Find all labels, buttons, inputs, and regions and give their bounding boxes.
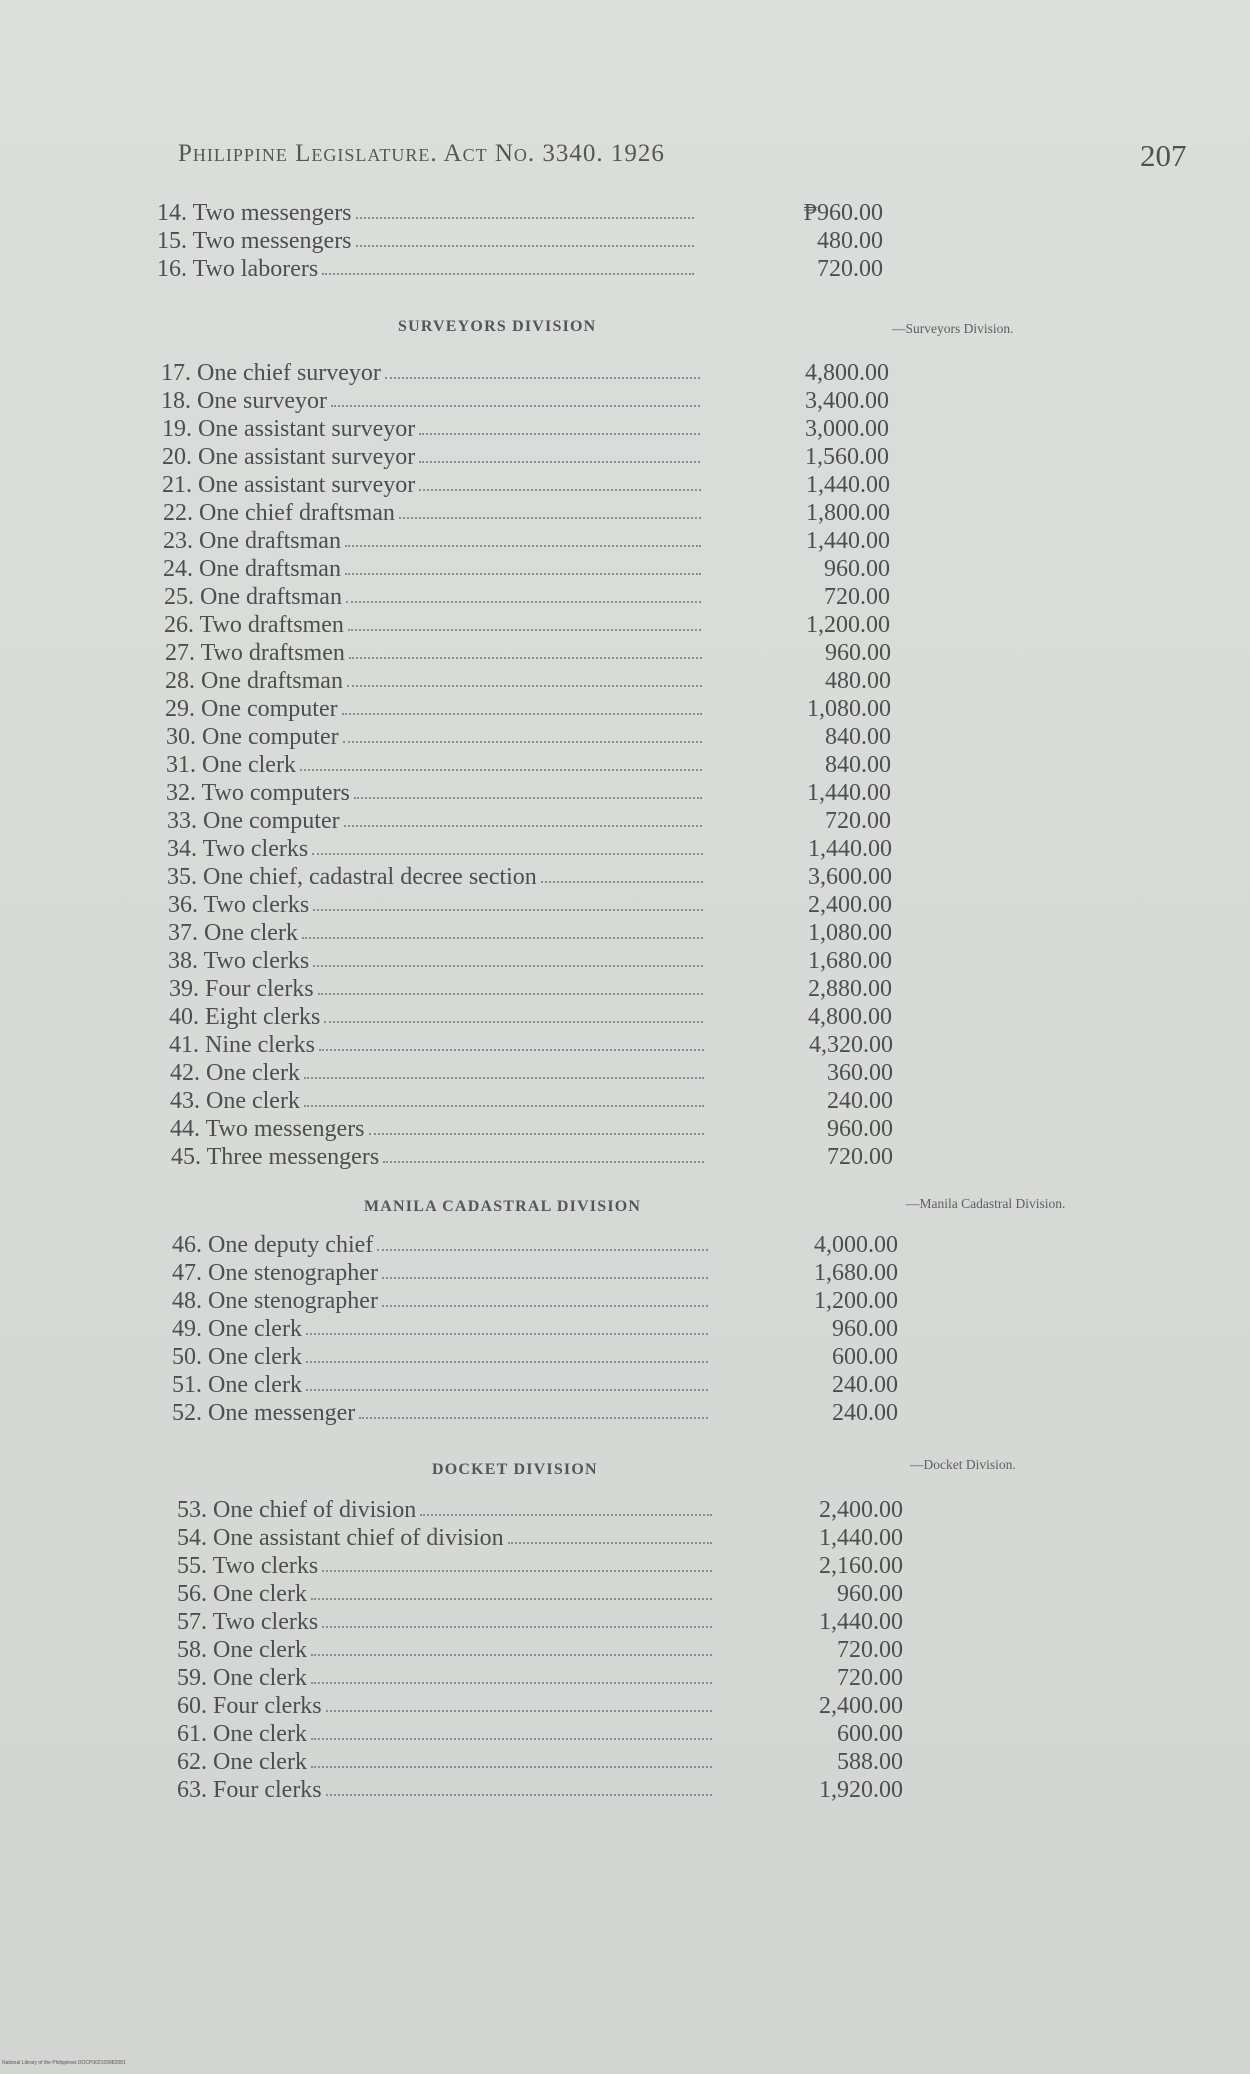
item-amount: ₱960.00 — [803, 200, 883, 226]
item-amount: 720.00 — [825, 808, 891, 834]
dot-leader — [311, 1598, 712, 1600]
list-item — [177, 1749, 903, 1777]
dot-leader — [322, 273, 694, 275]
list-item — [167, 836, 892, 864]
list-item — [177, 1637, 903, 1665]
list-item — [177, 1777, 903, 1805]
item-label: 30. One computer — [166, 724, 339, 750]
dot-leader — [541, 881, 703, 883]
list-item — [170, 1116, 893, 1144]
item-label: 37. One clerk — [168, 920, 298, 946]
dot-leader — [345, 545, 701, 547]
list-item — [169, 1032, 893, 1060]
dot-leader — [508, 1542, 712, 1544]
dot-leader — [354, 797, 702, 799]
item-label: 56. One clerk — [177, 1581, 307, 1607]
list-item — [162, 472, 890, 500]
item-amount: 1,080.00 — [808, 920, 892, 946]
item-label: 60. Four clerks — [177, 1693, 322, 1719]
item-label: 20. One assistant surveyor — [162, 444, 416, 470]
item-label: 49. One clerk — [172, 1316, 302, 1342]
item-amount: 1,680.00 — [808, 948, 892, 974]
list-item — [163, 500, 890, 528]
dot-leader — [399, 517, 701, 519]
item-label: 19. One assistant surveyor — [162, 416, 416, 442]
item-amount: 1,440.00 — [808, 836, 892, 862]
list-item — [168, 948, 892, 976]
dot-leader — [382, 1277, 708, 1279]
list-item — [157, 228, 883, 256]
item-label: 22. One chief draftsman — [163, 500, 395, 526]
item-label: 18. One surveyor — [161, 388, 327, 414]
item-label: 27. Two draftsmen — [165, 640, 345, 666]
item-label: 36. Two clerks — [168, 892, 310, 918]
item-label: 58. One clerk — [177, 1637, 307, 1663]
item-amount: 588.00 — [837, 1749, 903, 1775]
item-amount: 360.00 — [827, 1060, 893, 1086]
dot-leader — [313, 965, 703, 967]
list-item — [166, 724, 891, 752]
item-label: 38. Two clerks — [168, 948, 310, 974]
item-label: 45. Three messengers — [171, 1144, 380, 1170]
item-label: 17. One chief surveyor — [161, 360, 381, 386]
dot-leader — [383, 1161, 704, 1163]
item-label: 52. One messenger — [172, 1400, 356, 1426]
item-amount: 1,680.00 — [814, 1260, 898, 1286]
list-item — [166, 780, 891, 808]
item-label: 31. One clerk — [166, 752, 296, 778]
dot-leader — [322, 1626, 712, 1628]
item-amount: 600.00 — [837, 1721, 903, 1747]
item-label: 44. Two messengers — [170, 1116, 365, 1142]
item-amount: 1,080.00 — [807, 696, 891, 722]
dot-leader — [306, 1389, 708, 1391]
item-amount: 960.00 — [827, 1116, 893, 1142]
list-item — [168, 920, 892, 948]
running-head: Philippine Legislature. Act No. 3340. 1926 — [178, 140, 665, 167]
list-item — [162, 444, 889, 472]
item-label: 57. Two clerks — [177, 1609, 319, 1635]
dot-leader — [304, 1077, 704, 1079]
list-item — [165, 640, 891, 668]
list-item — [172, 1260, 898, 1288]
footer-credit: National Library of the Philippines DOCP002109982081 — [2, 2060, 126, 2066]
item-amount: 720.00 — [824, 584, 890, 610]
dot-leader — [347, 685, 702, 687]
dot-leader — [356, 217, 694, 219]
list-item — [177, 1581, 903, 1609]
item-amount: 1,200.00 — [806, 612, 890, 638]
list-item — [177, 1693, 903, 1721]
dot-leader — [326, 1710, 712, 1712]
item-amount: 720.00 — [827, 1144, 893, 1170]
dot-leader — [331, 405, 700, 407]
item-amount: 1,920.00 — [819, 1777, 903, 1803]
dot-leader — [318, 993, 703, 995]
item-amount: 480.00 — [825, 668, 891, 694]
item-label: 24. One draftsman — [163, 556, 341, 582]
list-item — [172, 1288, 898, 1316]
dot-leader — [377, 1249, 708, 1251]
item-amount: 480.00 — [817, 228, 883, 254]
item-label: 14. Two messengers — [157, 200, 352, 226]
dot-leader — [300, 769, 702, 771]
item-amount: 1,800.00 — [806, 500, 890, 526]
dot-leader — [382, 1305, 708, 1307]
item-label: 33. One computer — [167, 808, 340, 834]
list-item — [177, 1721, 903, 1749]
item-label: 34. Two clerks — [167, 836, 309, 862]
item-amount: 3,400.00 — [805, 388, 889, 414]
dot-leader — [348, 629, 701, 631]
dot-leader — [311, 1654, 712, 1656]
dot-leader — [306, 1333, 708, 1335]
item-amount: 960.00 — [825, 640, 891, 666]
list-item — [162, 416, 889, 444]
list-item — [169, 976, 892, 1004]
item-amount: 3,600.00 — [808, 864, 892, 890]
dot-leader — [342, 713, 702, 715]
item-amount: 1,200.00 — [814, 1288, 898, 1314]
item-amount: 1,440.00 — [806, 472, 890, 498]
item-label: 39. Four clerks — [169, 976, 314, 1002]
item-amount: 4,800.00 — [805, 360, 889, 386]
item-amount: 960.00 — [837, 1581, 903, 1607]
dot-leader — [302, 937, 703, 939]
list-item — [166, 752, 891, 780]
dot-leader — [324, 1021, 703, 1023]
list-item — [163, 556, 890, 584]
item-amount: 240.00 — [827, 1088, 893, 1114]
list-item — [172, 1232, 898, 1260]
item-label: 47. One stenographer — [172, 1260, 378, 1286]
list-item — [177, 1609, 903, 1637]
list-item — [164, 584, 890, 612]
list-item — [177, 1525, 903, 1553]
dot-leader — [419, 489, 701, 491]
section-title-manila: MANILA CADASTRAL DIVISION — [364, 1198, 642, 1215]
dot-leader — [419, 461, 700, 463]
item-label: 35. One chief, cadastral decree section — [167, 864, 537, 890]
item-amount: 3,000.00 — [805, 416, 889, 442]
item-amount: 960.00 — [832, 1316, 898, 1342]
dot-leader — [345, 573, 701, 575]
list-item — [157, 256, 883, 284]
item-amount: 1,440.00 — [806, 528, 890, 554]
dot-leader — [343, 741, 702, 743]
item-label: 25. One draftsman — [164, 584, 342, 610]
item-label: 29. One computer — [165, 696, 338, 722]
item-amount: 1,440.00 — [807, 780, 891, 806]
dot-leader — [356, 245, 694, 247]
item-label: 48. One stenographer — [172, 1288, 378, 1314]
side-note-docket: —Docket Division. — [910, 1457, 1016, 1472]
list-item — [171, 1144, 893, 1172]
dot-leader — [311, 1682, 712, 1684]
side-note-surveyors: —Surveyors Division. — [892, 321, 1014, 336]
list-item — [172, 1344, 898, 1372]
dot-leader — [311, 1766, 712, 1768]
page-number: 207 — [1140, 138, 1187, 173]
item-label: 16. Two laborers — [157, 256, 319, 282]
item-label: 43. One clerk — [170, 1088, 300, 1114]
item-amount: 840.00 — [825, 752, 891, 778]
item-amount: 720.00 — [837, 1637, 903, 1663]
list-item — [161, 360, 889, 388]
list-item — [172, 1400, 898, 1428]
list-item — [167, 808, 891, 836]
dot-leader — [419, 433, 700, 435]
dot-leader — [313, 909, 703, 911]
list-item — [167, 864, 892, 892]
dot-leader — [304, 1105, 704, 1107]
item-label: 54. One assistant chief of division — [177, 1525, 504, 1551]
list-item — [168, 892, 892, 920]
list-item — [170, 1060, 893, 1088]
list-item — [172, 1316, 898, 1344]
item-amount: 2,160.00 — [819, 1553, 903, 1579]
item-label: 42. One clerk — [170, 1060, 300, 1086]
list-item — [169, 1004, 892, 1032]
item-label: 51. One clerk — [172, 1372, 302, 1398]
list-item — [177, 1553, 903, 1581]
section-title-docket: DOCKET DIVISION — [432, 1461, 598, 1478]
item-label: 23. One draftsman — [163, 528, 341, 554]
dot-leader — [420, 1514, 712, 1516]
item-amount: 840.00 — [825, 724, 891, 750]
list-item — [170, 1088, 893, 1116]
dot-leader — [322, 1570, 712, 1572]
item-label: 15. Two messengers — [157, 228, 352, 254]
item-label: 28. One draftsman — [165, 668, 343, 694]
list-item — [164, 612, 890, 640]
list-item — [177, 1665, 903, 1693]
dot-leader — [326, 1794, 712, 1796]
item-label: 61. One clerk — [177, 1721, 307, 1747]
item-amount: 960.00 — [824, 556, 890, 582]
item-label: 53. One chief of division — [177, 1497, 417, 1523]
item-amount: 2,400.00 — [808, 892, 892, 918]
dot-leader — [306, 1361, 708, 1363]
list-item — [161, 388, 889, 416]
item-label: 63. Four clerks — [177, 1777, 322, 1803]
item-amount: 4,320.00 — [809, 1032, 893, 1058]
item-amount: 1,440.00 — [819, 1609, 903, 1635]
item-amount: 4,800.00 — [808, 1004, 892, 1030]
dot-leader — [369, 1133, 704, 1135]
item-label: 41. Nine clerks — [169, 1032, 315, 1058]
dot-leader — [359, 1417, 708, 1419]
dot-leader — [319, 1049, 704, 1051]
dot-leader — [311, 1738, 712, 1740]
list-item — [172, 1372, 898, 1400]
item-label: 46. One deputy chief — [172, 1232, 374, 1258]
list-item — [165, 668, 891, 696]
dot-leader — [385, 377, 700, 379]
list-item — [177, 1497, 903, 1525]
dot-leader — [344, 825, 702, 827]
dot-leader — [312, 853, 703, 855]
item-label: 32. Two computers — [166, 780, 350, 806]
list-item — [165, 696, 891, 724]
item-amount: 720.00 — [817, 256, 883, 282]
item-amount: 2,400.00 — [819, 1693, 903, 1719]
side-note-manila: —Manila Cadastral Division. — [906, 1196, 1066, 1211]
item-amount: 2,400.00 — [819, 1497, 903, 1523]
item-amount: 240.00 — [832, 1372, 898, 1398]
section-title-surveyors: SURVEYORS DIVISION — [398, 318, 597, 335]
list-item — [163, 528, 890, 556]
item-amount: 720.00 — [837, 1665, 903, 1691]
item-label: 59. One clerk — [177, 1665, 307, 1691]
item-label: 21. One assistant surveyor — [162, 472, 416, 498]
item-label: 55. Two clerks — [177, 1553, 319, 1579]
item-amount: 1,440.00 — [819, 1525, 903, 1551]
dot-leader — [346, 601, 701, 603]
item-amount: 240.00 — [832, 1400, 898, 1426]
item-amount: 600.00 — [832, 1344, 898, 1370]
item-label: 50. One clerk — [172, 1344, 302, 1370]
dot-leader — [349, 657, 702, 659]
item-amount: 1,560.00 — [805, 444, 889, 470]
item-label: 40. Eight clerks — [169, 1004, 321, 1030]
item-amount: 2,880.00 — [808, 976, 892, 1002]
item-label: 26. Two draftsmen — [164, 612, 344, 638]
list-item — [157, 200, 883, 228]
item-label: 62. One clerk — [177, 1749, 307, 1775]
item-amount: 4,000.00 — [814, 1232, 898, 1258]
